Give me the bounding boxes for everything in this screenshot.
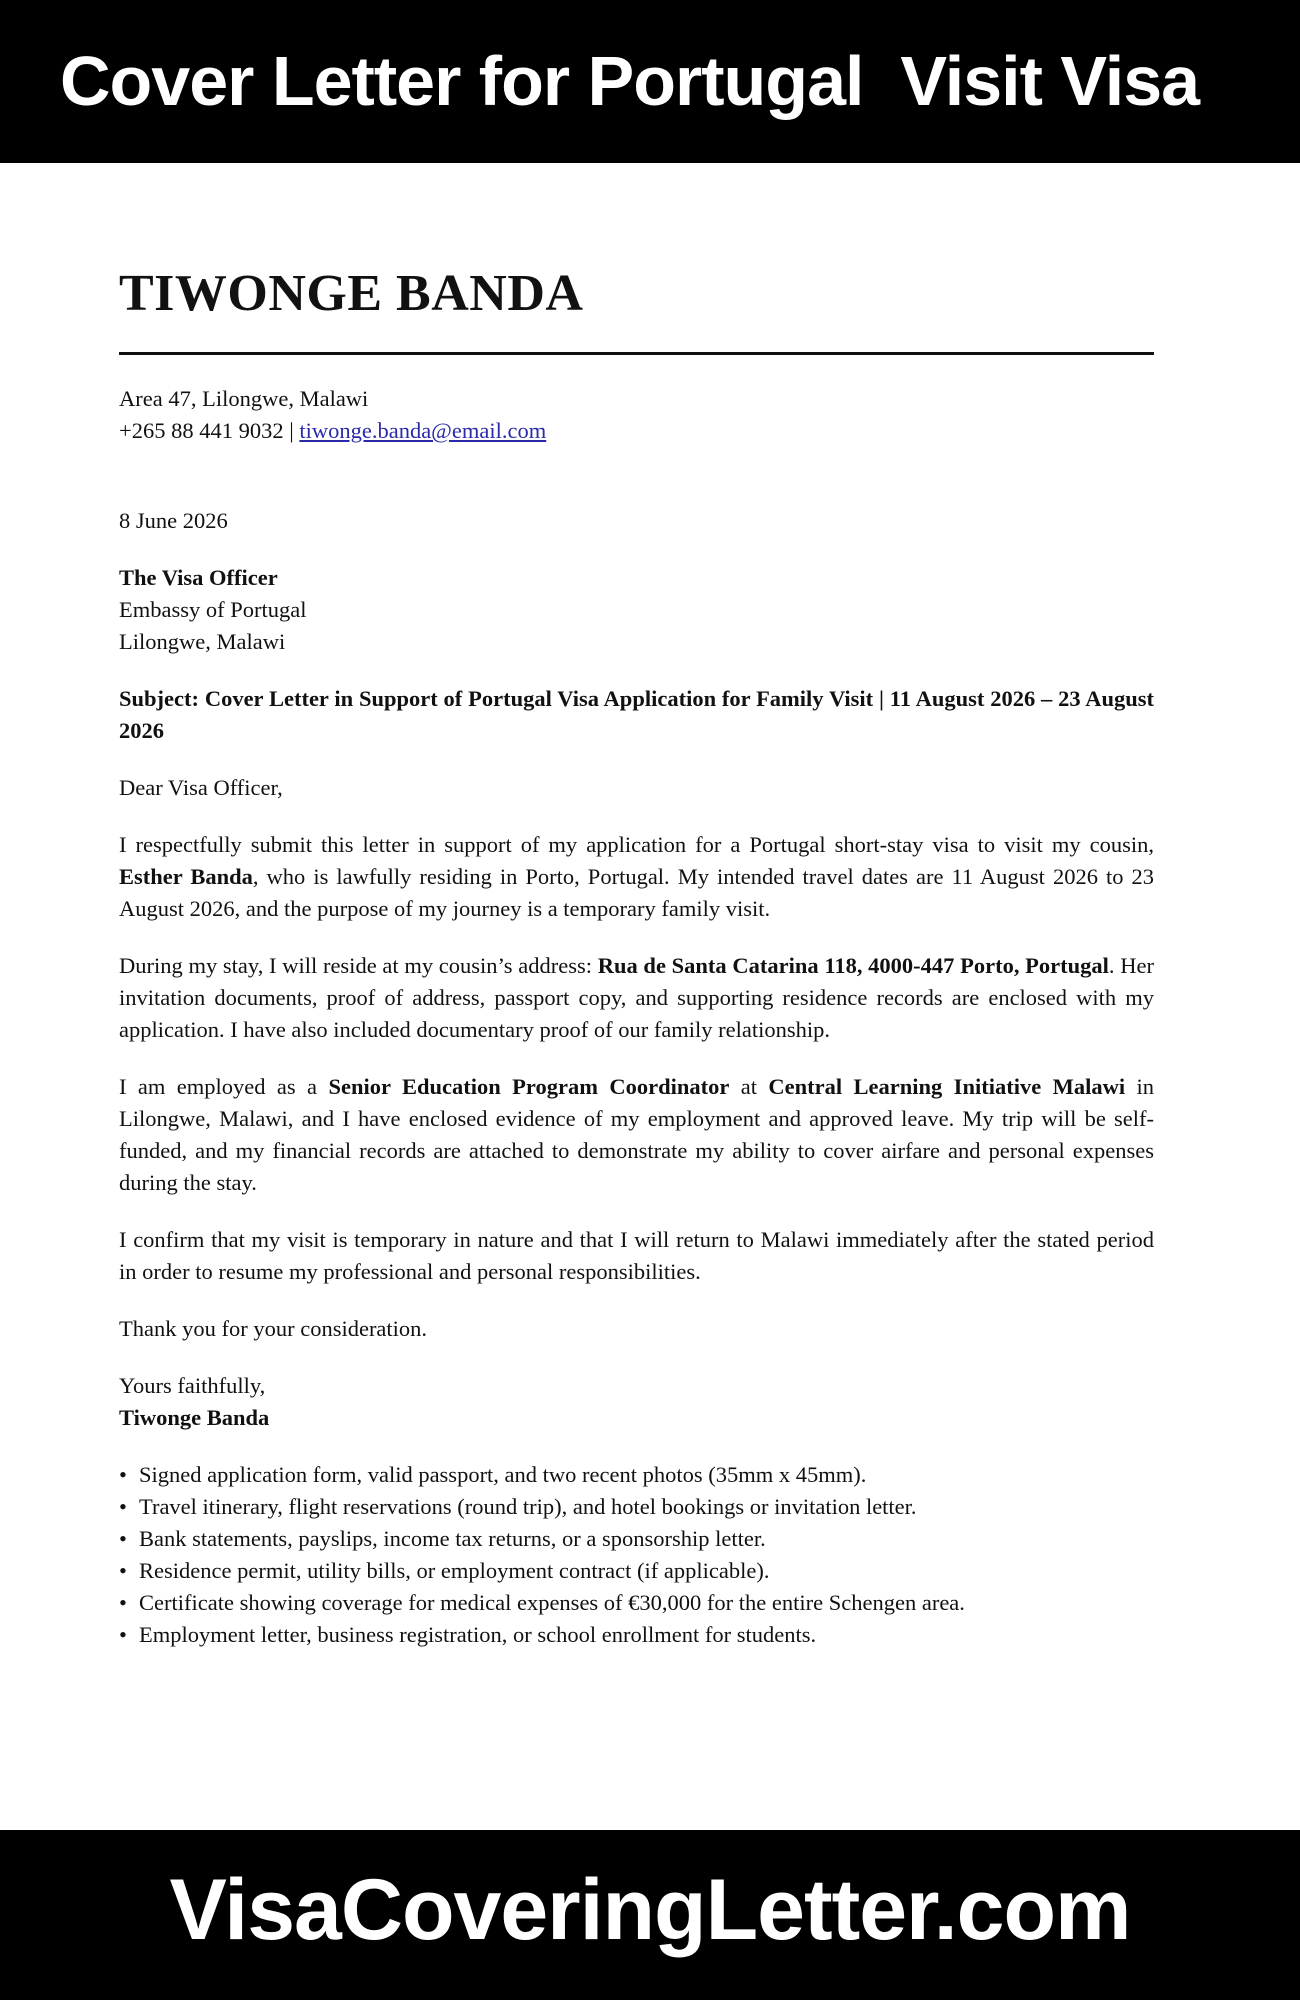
subject-line: Subject: Cover Letter in Support of Portugal Visa Application for Family Visit | 11 August 2026 – 23 August 2026 — [119, 686, 1154, 743]
job-title: Senior Education Program Coordinator — [328, 1074, 730, 1099]
employer-name: Central Learning Initiative Malawi — [768, 1074, 1126, 1099]
paragraph-employment: I am employed as a Senior Education Program Coordinator at Central Learning Initiative Malawi in Lilongwe, Malawi, and I have enclosed evidence of my employment and approved leave. My trip will be self-funded, and my financial records are attached to demonstrate my ability to cover airfare and personal expenses during the stay. — [119, 1074, 1154, 1195]
sender-address: Area 47, Lilongwe, Malawi — [119, 386, 369, 411]
header-divider — [119, 352, 1154, 355]
recipient-org: Embassy of Portugal — [119, 597, 307, 622]
sender-contact — [119, 415, 1154, 447]
recipient-title: The Visa Officer — [119, 565, 278, 590]
document-checklist — [119, 1459, 1154, 1651]
list-item: • Travel itinerary, flight reservations (round trip), and hotel bookings or invitation letter. — [139, 1491, 1154, 1523]
list-item: • Employment letter, business registration, or school enrollment for students. — [139, 1619, 1154, 1651]
sender-email-link[interactable]: tiwonge.banda@email.com — [299, 418, 547, 443]
paragraph-accommodation: During my stay, I will reside at my cousin’s address: Rua de Santa Catarina 118, 4000-447 Porto, Portugal. Her invitation documents, proof of address, passport copy, and supporting residence records are enclosed with my application. I have also included documentary proof of our family relationship. — [119, 953, 1154, 1042]
list-item: • Residence permit, utility bills, or employment contract (if applicable). — [139, 1555, 1154, 1587]
host-name: Esther Banda — [119, 864, 253, 889]
paragraph-return: I confirm that my visit is temporary in nature and that I will return to Malawi immediately after the stated period in order to resume my professional and personal responsibilities. — [119, 1227, 1154, 1284]
letter-date: 8 June 2026 — [119, 508, 228, 533]
list-item: • Certificate showing coverage for medical expenses of €30,000 for the entire Schengen area. — [139, 1587, 1154, 1619]
host-address: Rua de Santa Catarina 118, 4000-447 Porto, Portugal — [597, 953, 1109, 978]
cover-letter — [119, 258, 1154, 1651]
contact-separator: | — [283, 418, 300, 443]
signature-name: Tiwonge Banda — [119, 1405, 270, 1430]
sender-phone: +265 88 441 9032 — [119, 418, 284, 443]
sender-name: TIWONGE BANDA — [119, 265, 584, 322]
top-banner-title: Cover Letter for Portugal Visit Visa — [0, 0, 1300, 163]
bottom-banner-site: VisaCoveringLetter.com — [0, 1830, 1300, 2000]
recipient-city: Lilongwe, Malawi — [119, 629, 286, 654]
paragraph-purpose: I respectfully submit this letter in support of my application for a Portugal short-stay visa to visit my cousin, Esther Banda, who is lawfully residing in Porto, Portugal. My intended travel dates are 11 August 2026 to 23 August 2026, and the purpose of my journey is a temporary family visit. — [119, 832, 1155, 921]
list-item: • Signed application form, valid passport, and two recent photos (35mm x 45mm). — [139, 1459, 1154, 1491]
salutation: Dear Visa Officer, — [119, 775, 283, 800]
closing-line: Yours faithfully, — [119, 1373, 266, 1398]
thanks-line: Thank you for your consideration. — [119, 1316, 428, 1341]
list-item: • Bank statements, payslips, income tax returns, or a sponsorship letter. — [139, 1523, 1154, 1555]
